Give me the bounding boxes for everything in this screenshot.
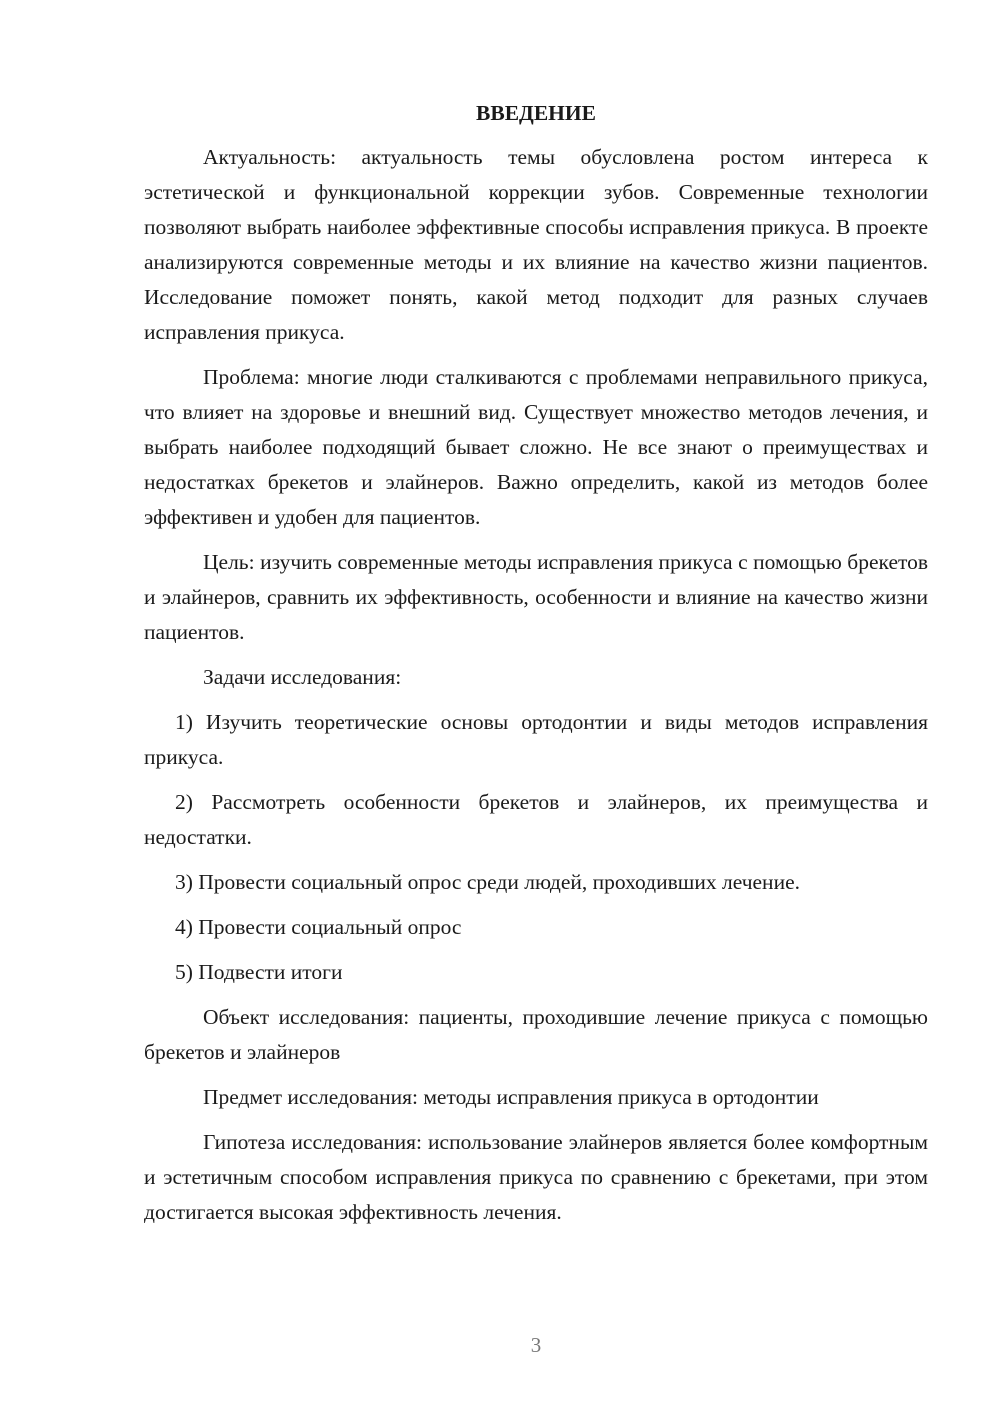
goal-paragraph: Цель: изучить современные методы исправления прикуса с помощью брекетов и элайнеров, сравнить их эффективность, особенности и влияние на качество жизни пациентов. [144, 550, 928, 644]
subject-paragraph: Предмет исследования: методы исправления прикуса в ортодонтии [203, 1085, 819, 1109]
task-item-2: 2) Рассмотреть особенности брекетов и элайнеров, их преимущества и недостатки. [144, 790, 928, 849]
hypothesis-paragraph: Гипотеза исследования: использование элайнеров является более комфортным и эстетичным способом исправления прикуса по сравнению с брекетами, при этом достигается высокая эффективность лечения. [144, 1130, 928, 1224]
document-page [144, 96, 928, 1240]
object-paragraph: Объект исследования: пациенты, проходившие лечение прикуса с помощью брекетов и элайнеров [144, 1005, 928, 1064]
task-item-4: 4) Провести социальный опрос [175, 915, 462, 939]
problem-paragraph: Проблема: многие люди сталкиваются с проблемами неправильного прикуса, что влияет на здоровье и внешний вид. Существует множество методов лечения, и выбрать наиболее подходящий бывает сложно. Не все знают о преимуществах и недостатках брекетов и элайнеров. Важно определить, какой из методов более эффективен и удобен для пациентов. [144, 365, 928, 529]
page-number: 3 [530, 1333, 542, 1357]
task-item-3: 3) Провести социальный опрос среди людей, проходивших лечение. [175, 870, 800, 894]
tasks-heading: Задачи исследования: [203, 665, 402, 689]
task-item-5: 5) Подвести итоги [175, 960, 343, 984]
task-item-1: 1) Изучить теоретические основы ортодонтии и виды методов исправления прикуса. [144, 710, 928, 769]
section-title: ВВЕДЕНИЕ [476, 101, 596, 125]
relevance-paragraph: Актуальность: актуальность темы обусловлена ростом интереса к эстетической и функциональной коррекции зубов. Современные технологии позволяют выбрать наиболее эффективные способы исправления прикуса. В проекте анализируются современные методы и их влияние на качество жизни пациентов. Исследование поможет понять, какой метод подходит для разных случаев исправления прикуса. [144, 145, 928, 344]
